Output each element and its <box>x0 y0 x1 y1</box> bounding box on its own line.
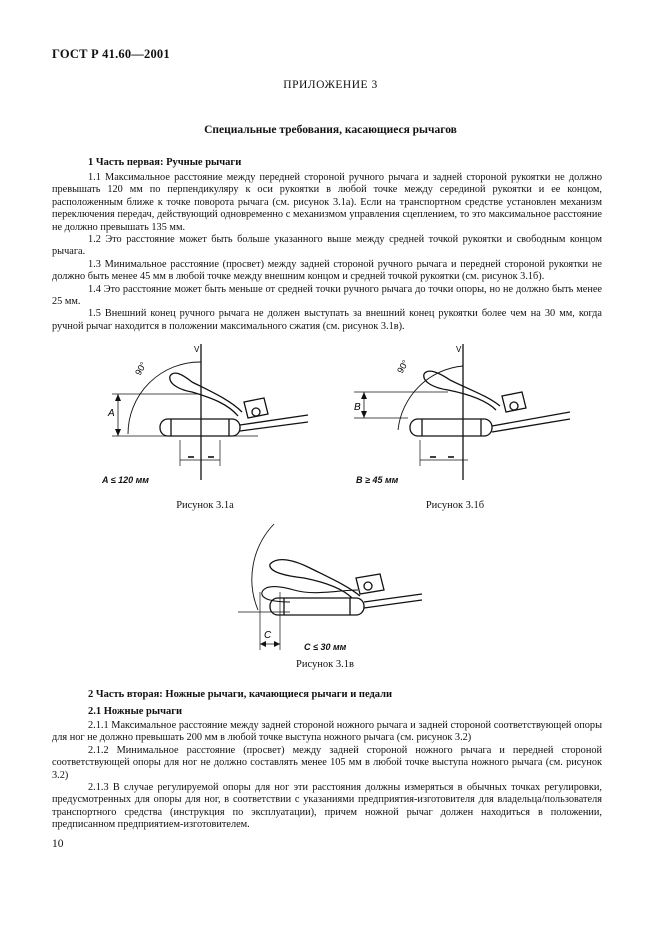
dimension-b-label: B <box>354 402 361 413</box>
dimension-a-label: A <box>108 408 115 419</box>
paragraph-1-1: 1.1 Максимальное расстояние между передней стороной ручного рычага и задней стороной рукоятки не должно превышать 120 мм по перпендикуляру к оси рукоятки в любой точке между серединой рукоятки и ее концом, расположенным ближе к точке поворота рычага (см. рисунок 3.1а). Если на транспортном средстве установлен механизм переключения передач, действующий одновременно с механизмом управления сцеплением, то это максимальное расстояние не должно превышать 135 мм. <box>52 172 602 233</box>
paragraph-2-1-1: 2.1.1 Максимальное расстояние между задней стороной ножного рычага и задней стороной соответствующей опоры для ног не должно превышать 200 мм в любой точке выступа ножного рычага (см. рисунок 3.2) <box>52 720 602 744</box>
part1-heading: 1 Часть первая: Ручные рычаги <box>88 157 242 168</box>
angle-label-a: 90° <box>133 360 149 377</box>
caption-3-1c: Рисунок 3.1в <box>296 659 354 670</box>
page-number: 10 <box>52 838 64 850</box>
formula-a: A ≤ 120 мм <box>102 475 149 485</box>
paragraph-1-5: 1.5 Внешний конец ручного рычага не должен выступать за внешний конец рукоятки более чем на 30 мм, когда ручной рычаг находится в положении максимального сжатия (см. рисунок 3.1в). <box>52 308 602 332</box>
paragraph-1-2: 1.2 Это расстояние может быть больше указанного выше между средней точкой рукоятки и свободным концом рычага. <box>52 234 602 258</box>
axis-mark-a: V <box>194 345 200 354</box>
part2-heading: 2 Часть вторая: Ножные рычаги, качающиеся рычаги и педали <box>88 689 393 700</box>
figure-3-1b-drawing <box>348 340 578 490</box>
angle-label-b: 90° <box>395 358 411 375</box>
formula-b: B ≥ 45 мм <box>356 475 399 485</box>
part1-text <box>52 172 602 333</box>
paragraph-2-1-3: 2.1.3 В случае регулируемой опоры для ног эти расстояния должны измеряться в обычных точках регулировки, предусмотренных для опоры для ног, в соответствии с указаниями предприятия-изготовителя для владельца/пользователя транспортного средства (инструкция по эксплуатации), причем ножной рычаг должен находиться в положении, предписанном предприятием-изготовителем. <box>52 782 602 831</box>
paragraph-1-4: 1.4 Это расстояние может быть меньше от средней точки ручного рычага до точки опоры, но не должно быть менее 25 мм. <box>52 283 602 308</box>
paragraph-2-1-2: 2.1.2 Минимальное расстояние (просвет) между задней стороной ножного рычага и передней стороной соответствующей опоры для ног не должно составлять менее 105 мм в любой точке выступа ножного рычага (см. рисунок 3.2) <box>52 744 602 781</box>
appendix-title: Специальные требования, касающиеся рычагов <box>204 124 457 136</box>
section-2-1-heading: 2.1 Ножные рычаги <box>88 706 183 717</box>
figure-3-1c-drawing <box>230 520 430 655</box>
paragraph-1-3: 1.3 Минимальное расстояние (просвет) между задней стороной ручного рычага и передней стороной рукоятки не должно быть менее 45 мм в любой точке между внешним концом и средней точкой рукоятки (см. рисунок 3.1б). <box>52 258 602 283</box>
axis-mark-b: V <box>456 345 462 354</box>
dimension-c-label: C <box>264 630 272 641</box>
figure-3-1a-drawing <box>88 340 318 490</box>
caption-3-1a: Рисунок 3.1а <box>176 500 234 511</box>
part2-text <box>52 720 602 832</box>
appendix-label: ПРИЛОЖЕНИЕ 3 <box>283 79 378 91</box>
caption-3-1b: Рисунок 3.1б <box>425 500 485 511</box>
document-code: ГОСТ Р 41.60—2001 <box>52 47 170 61</box>
formula-c: C ≤ 30 мм <box>304 642 347 652</box>
